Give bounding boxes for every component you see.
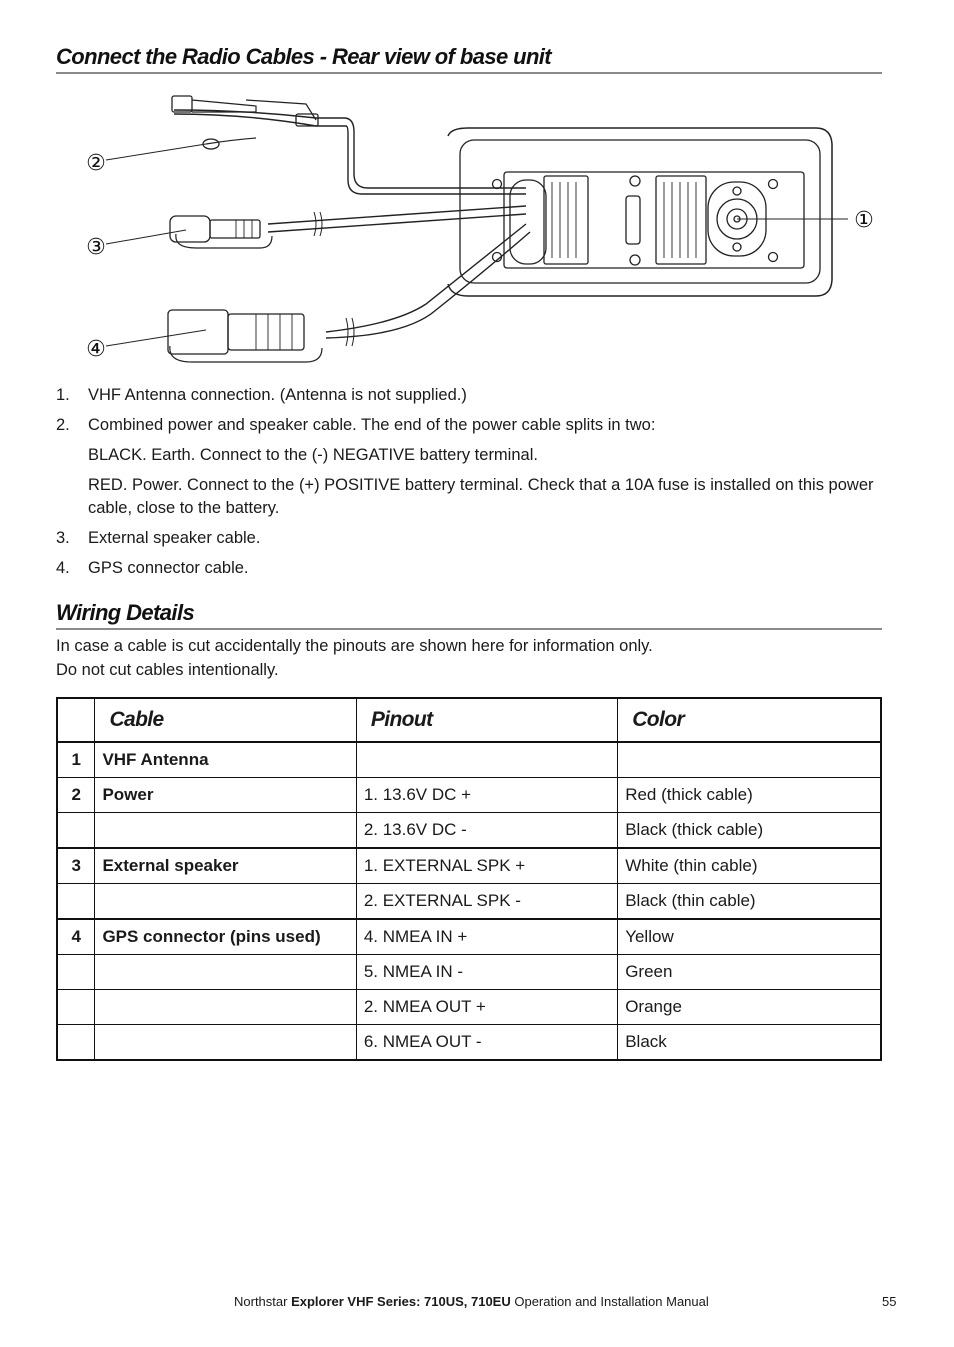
table-row: 2. NMEA OUT + Orange (57, 990, 881, 1025)
list-item: 3. External speaker cable. (56, 529, 261, 547)
sub-item-red: RED. Power. Connect to the (+) POSITIVE battery terminal. Check that a 10A fuse is installed on this power cable, close to the battery. (88, 476, 874, 517)
callout-4: ④ (86, 337, 106, 362)
list-item: 2. Combined power and speaker cable. The end of the power cable splits in two: (56, 416, 656, 434)
callout-2: ② (86, 151, 106, 176)
wiring-intro: In case a cable is cut accidentally the pinouts are shown here for information only. Do not cut cables intentionally. (56, 637, 653, 679)
table-row: 2. 13.6V DC - Black (thick cable) (57, 813, 881, 849)
table-row: 6. NMEA OUT - Black (57, 1025, 881, 1061)
table-row: 2. EXTERNAL SPK - Black (thin cable) (57, 884, 881, 920)
table-header-row (57, 698, 881, 742)
wiring-table (56, 697, 882, 1061)
table-row: 3 External speaker 1. EXTERNAL SPK + White (thin cable) (57, 848, 881, 884)
footer-manual-title: Northstar Explorer VHF Series: 710US, 710EU Operation and Installation Manual (234, 1294, 709, 1309)
connection-list (56, 384, 882, 587)
callout-3: ③ (86, 235, 106, 260)
section-title-wiring-details: Wiring Details (56, 600, 882, 630)
table-row: 4 GPS connector (pins used) 4. NMEA IN + Yellow (57, 919, 881, 955)
header-cable: Cable (95, 698, 356, 742)
sub-item-black: BLACK. Earth. Connect to the (-) NEGATIVE battery terminal. (88, 446, 538, 464)
header-color: Color (618, 698, 881, 742)
list-item: 1. VHF Antenna connection. (Antenna is not supplied.) (56, 386, 467, 404)
table-row: 1 VHF Antenna (57, 742, 881, 778)
header-number (57, 698, 95, 742)
list-subitems (56, 444, 882, 520)
list-item: 4. GPS connector cable. (56, 559, 249, 577)
table-row: 5. NMEA IN - Green (57, 955, 881, 990)
header-pinout: Pinout (356, 698, 617, 742)
table-row: 2 Power 1. 13.6V DC + Red (thick cable) (57, 778, 881, 813)
callout-1: ① (854, 208, 874, 233)
section-title-connect-cables: Connect the Radio Cables - Rear view of base unit (56, 44, 882, 74)
page-number: 55 (882, 1294, 897, 1309)
rear-view-diagram (56, 84, 882, 374)
